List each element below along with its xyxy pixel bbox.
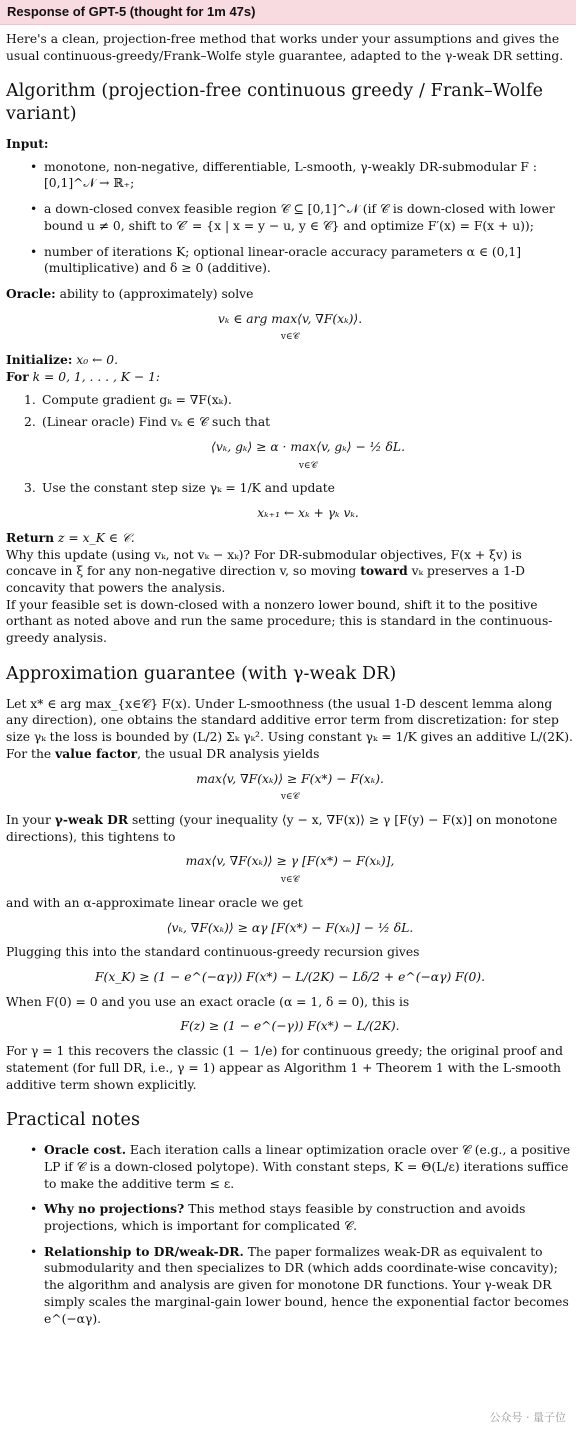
for-line	[6, 369, 574, 386]
approx-equation	[6, 771, 574, 804]
response-header: Response of GPT-5 (thought for 1m 47s)	[0, 0, 576, 25]
watermark: 公众号 · 量子位	[489, 1411, 566, 1424]
approx-equation	[6, 1018, 574, 1035]
note-text: The paper formalizes weak-DR as equivalent to submodularity and then specializes to DR (which adds coordinate-wise concavity); the algorithm and analysis are given for monotone DR functions. Your γ-weak DR simply scales the marginal-gain lower bound, hence the exponential factor becomes e^(−αγ).	[44, 1244, 569, 1326]
approx-text: , the usual DR analysis yields	[137, 746, 320, 761]
for-label: For	[6, 368, 29, 384]
approx-eq-sub: v∈𝒞	[280, 792, 300, 803]
oracle-label: Oracle:	[6, 285, 56, 301]
approx-paragraph: When F(0) = 0 and you use an exact oracle (α = 1, δ = 0), this is	[6, 994, 410, 1009]
input-item: • a down-closed convex feasible region 𝒞 ⊆ [0,1]^𝒩 (if 𝒞 is down-closed with lower bound u ≠ 0, shift to 𝒞′ = {x | x = y − u, y ∈ 𝒞} and optimize F′(x) = F(x + u));	[44, 201, 574, 234]
return-label: Return	[6, 529, 55, 545]
note-text: This method stays feasible by construction and avoids projections, which is important for complicated 𝒞.	[44, 1202, 526, 1233]
oracle-eq-text: vₖ ∈ arg max⟨v, ∇F(xₖ)⟩.	[217, 311, 363, 326]
approx-eq-sub: v∈𝒞	[280, 875, 300, 886]
oracle-text: ability to (approximately) solve	[59, 286, 254, 301]
step-text: Use the constant step size γₖ = 1/K and update	[42, 481, 335, 496]
note-title: Relationship to DR/weak-DR.	[44, 1243, 244, 1259]
step-number: 1.	[24, 392, 36, 407]
step-number: 2.	[24, 415, 36, 430]
why-text: vₖ preserves a 1-D concavity that powers the analysis.	[6, 564, 525, 596]
approx-paragraph: For γ = 1 this recovers the classic (1 − 1/e) for continuous greedy; the original proof and statement (for full DR, i.e., γ = 1) appear as Algorithm 1 + Theorem 1 with the L-smooth additive term shown explicitly.	[6, 1044, 563, 1092]
approx-paragraph	[6, 746, 574, 763]
approx-eq-text: max⟨v, ∇F(xₖ)⟩ ≥ F(x*) − F(xₖ).	[196, 771, 384, 786]
approx-emphasis: γ-weak DR	[54, 811, 129, 827]
why-emphasis: toward	[360, 563, 408, 579]
return-line	[6, 530, 574, 547]
input-item: • monotone, non-negative, differentiable, L-smooth, γ-weakly DR-submodular F : [0,1]^𝒩 → ℝ₊;	[44, 159, 574, 192]
step-item	[24, 414, 574, 472]
approx-paragraph	[6, 812, 574, 845]
note-item	[44, 1244, 574, 1328]
step-eq-text: xₖ₊₁ ← xₖ + γₖ vₖ.	[257, 506, 359, 521]
approx-paragraph: Let x* ∈ arg max_{x∈𝒞} F(x). Under L-smoothness (the usual 1-D descent lemma along any direction), one obtains the standard additive error term from discretization: for step size γₖ the loss is bounded by (L/2) Σₖ γₖ². Using constant γₖ = 1/K gives an additive L/(2K).	[6, 696, 573, 745]
oracle-equation	[6, 311, 574, 344]
step-list	[6, 392, 574, 522]
intro-paragraph: Here's a clean, projection-free method that works under your assumptions and gives the usual continuous-greedy/Frank–Wolfe style guarantee, adapted to the γ-weak DR setting.	[6, 32, 564, 63]
init-label: Initialize:	[6, 352, 73, 368]
step-equation	[42, 439, 574, 472]
oracle-eq-sub: v∈𝒞	[280, 332, 300, 343]
note-title: Oracle cost.	[44, 1142, 126, 1158]
init-line	[6, 352, 574, 369]
step-text: Compute gradient gₖ = ∇F(xₖ).	[42, 392, 232, 407]
approx-eq-text: F(x_K) ≥ (1 − e^(−αγ)) F(x*) − L/(2K) − Lδ/2 + e^(−αγ) F(0).	[94, 970, 486, 984]
note-item	[44, 1201, 574, 1234]
init-text: x₀ ← 0.	[76, 353, 119, 368]
return-text: z = x_K ∈ 𝒞.	[58, 530, 135, 545]
approx-emphasis: value factor	[55, 745, 138, 761]
notes-list	[6, 1142, 574, 1327]
response-body	[0, 25, 574, 1327]
note-title: Why no projections?	[44, 1201, 185, 1217]
step-text: (Linear oracle) Find vₖ ∈ 𝒞 such that	[42, 415, 271, 430]
approx-equation	[6, 920, 574, 937]
step-item	[24, 392, 574, 409]
approximation-heading: Approximation guarantee (with γ-weak DR)	[6, 663, 397, 684]
approx-eq-text: ⟨vₖ, ∇F(xₖ)⟩ ≥ αγ [F(x*) − F(xₖ)] − ½ δL.	[166, 920, 414, 935]
for-text: k = 0, 1, . . . , K − 1:	[32, 369, 161, 384]
oracle-line	[6, 286, 574, 303]
input-item: • number of iterations K; optional linear-oracle accuracy parameters α ∈ (0,1] (multiplicative) and δ ≥ 0 (additive).	[44, 244, 574, 277]
approx-eq-text: max⟨v, ∇F(xₖ)⟩ ≥ γ [F(x*) − F(xₖ)],	[185, 854, 395, 869]
step-eq-sub: v∈𝒞	[298, 460, 318, 471]
shift-note: If your feasible set is down-closed with a nonzero lower bound, shift it to the positive orthant as noted above and run the same procedure; this is standard in the continuous-greedy analysis.	[6, 597, 553, 646]
approx-paragraph: and with an α-approximate linear oracle we get	[6, 895, 303, 910]
step-equation	[42, 505, 574, 522]
input-label: Input:	[6, 135, 49, 151]
why-paragraph	[6, 547, 574, 597]
step-eq-text: ⟨vₖ, gₖ⟩ ≥ α · max⟨v, gₖ⟩ − ½ δL.	[211, 440, 405, 454]
approx-eq-text: F(z) ≥ (1 − e^(−γ)) F(x*) − L/(2K).	[180, 1019, 400, 1034]
approx-equation	[6, 969, 574, 986]
approx-text: In your	[6, 812, 51, 827]
note-text: Each iteration calls a linear optimization oracle over 𝒞 (e.g., a positive LP if 𝒞 is a down-closed polytope). With constant steps, K = Θ(L/ε) iterations suffice to make the additive term ≤ ε.	[44, 1143, 571, 1191]
step-item	[24, 480, 574, 521]
step-number: 3.	[24, 481, 36, 496]
input-list	[6, 159, 574, 277]
approx-text: For the	[6, 746, 52, 761]
approx-paragraph: Plugging this into the standard continuous-greedy recursion gives	[6, 945, 420, 960]
note-item	[44, 1142, 574, 1192]
notes-heading: Practical notes	[6, 1110, 141, 1131]
approx-text: setting (your inequality ⟨y − x, ∇F(x)⟩ ≥ γ [F(y) − F(x)] on monotone directions), this tightens to	[6, 812, 558, 844]
why-text: Why this update (using vₖ, not vₖ − xₖ)? For DR-submodular objectives, F(x + ξv) is concave in ξ for any non-negative direction v, so moving	[6, 547, 522, 579]
approx-equation	[6, 853, 574, 886]
algorithm-heading: Algorithm (projection-free continuous greedy / Frank–Wolfe variant)	[6, 81, 544, 125]
